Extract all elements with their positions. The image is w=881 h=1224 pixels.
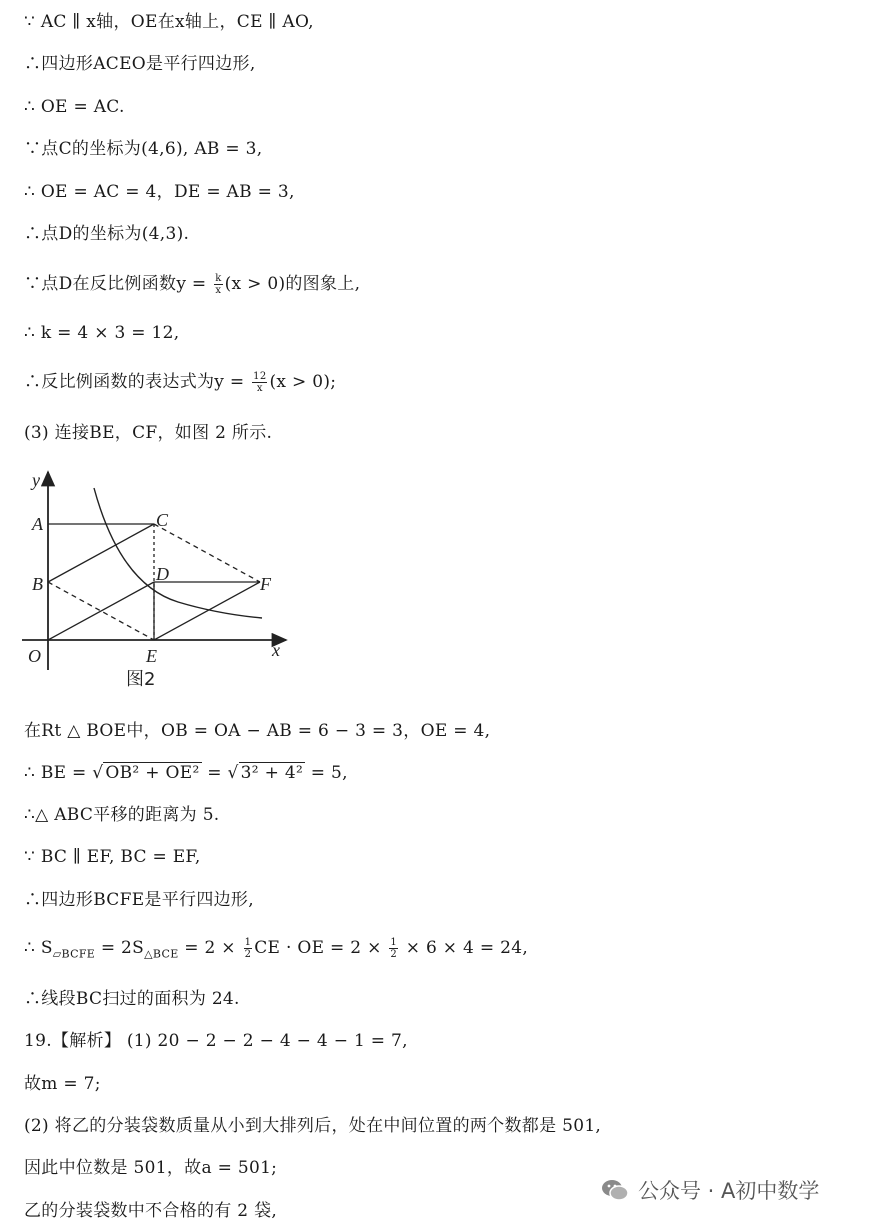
denominator: 2: [244, 949, 252, 960]
denominator: x: [256, 383, 263, 394]
text-segment: = 5,: [305, 763, 348, 783]
numerator: k: [215, 273, 222, 284]
text-segment: (x > 0)的图象上,: [224, 274, 361, 294]
text-line: 故m = 7;: [24, 1074, 101, 1094]
text-segment: = 2S: [95, 938, 145, 958]
point-e-label: E: [146, 646, 157, 666]
text-line: ∵ BC ∥ EF, BC = EF,: [24, 847, 201, 867]
subscript: ▱BCFE: [52, 947, 96, 961]
text-line: (3) 连接BE，CF，如图 2 所示.: [24, 423, 273, 443]
text-segment: (x > 0);: [269, 372, 337, 392]
text-line: 19.【解析】 (1) 20 − 2 − 2 − 4 − 4 − 1 = 7,: [24, 1031, 408, 1051]
point-d-label: D: [156, 564, 169, 584]
text-line: 乙的分装袋数中不合格的有 2 袋,: [24, 1201, 278, 1221]
watermark: [600, 1175, 819, 1205]
text-line: ∵ AC ∥ x轴，OE在x轴上，CE ∥ AO,: [24, 12, 314, 32]
point-f-label: F: [260, 574, 271, 594]
text-line: [24, 272, 360, 296]
watermark-text: 公众号 · A初中数学: [638, 1179, 820, 1203]
x-label: x: [272, 640, 280, 660]
denominator: x: [215, 285, 222, 296]
text-line: (2) 将乙的分装袋数质量从小到大排列后，处在中间位置的两个数都是 501,: [24, 1116, 602, 1136]
text-line: ∴△ ABC平移的距离为 5.: [24, 805, 220, 825]
text-line: 在Rt △ BOE中，OB = OA − AB = 6 − 3 = 3，OE = 4,: [24, 721, 491, 741]
fraction: [389, 937, 398, 960]
text-segment: = 2 ×: [178, 938, 242, 958]
figure-caption: 图2: [126, 669, 156, 690]
point-o-label: O: [28, 646, 41, 666]
point-c-label: C: [156, 510, 169, 530]
text-line: 因此中位数是 501，故a = 501;: [24, 1158, 278, 1178]
text-line: ∴四边形ACEO是平行四边形,: [24, 54, 256, 74]
numerator: 1: [244, 937, 252, 948]
text-line: [24, 761, 348, 785]
text-line: ∵点C的坐标为(4,6), AB = 3,: [24, 139, 263, 159]
segment-cf: [154, 524, 260, 582]
point-a-label: A: [32, 514, 43, 534]
numerator: 1: [390, 937, 398, 948]
figure-2: [18, 464, 308, 694]
text-line: ∴四边形BCFE是平行四边形,: [24, 890, 254, 910]
text-segment: ∴反比例函数的表达式为y =: [24, 372, 251, 392]
text-line: [24, 370, 336, 394]
wechat-icon: [600, 1175, 630, 1205]
y-label: y: [32, 470, 40, 490]
numerator: 12: [253, 371, 267, 382]
text-segment: ∵点D在反比例函数y =: [24, 274, 213, 294]
text-line: ∴ OE = AC.: [24, 97, 125, 117]
segment-ef: [154, 582, 260, 640]
text-segment: × 6 × 4 = 24,: [400, 938, 529, 958]
text-line: ∴ k = 4 × 3 = 12,: [24, 323, 180, 343]
segment-bc: [48, 524, 154, 582]
text-line: ∴点D的坐标为(4,3).: [24, 224, 190, 244]
text-line: ∴线段BC扫过的面积为 24.: [24, 989, 240, 1009]
point-b-label: B: [32, 574, 43, 594]
radicand: OB² + OE²: [105, 763, 200, 783]
radicand: 3² + 4²: [240, 763, 304, 783]
text-segment: CE · OE = 2 ×: [254, 938, 388, 958]
subscript: △BCE: [144, 947, 179, 961]
fraction: [214, 273, 222, 296]
fraction: [252, 371, 267, 394]
denominator: 2: [390, 949, 398, 960]
text-line: ∴ OE = AC = 4，DE = AB = 3,: [24, 182, 295, 202]
hyperbola-curve: [94, 488, 262, 618]
text-segment: ∴ S: [24, 938, 53, 958]
text-segment: ∴ BE = √: [24, 763, 104, 783]
text-line: [24, 936, 528, 966]
text-segment: = √: [201, 763, 239, 783]
fraction: [244, 937, 253, 960]
